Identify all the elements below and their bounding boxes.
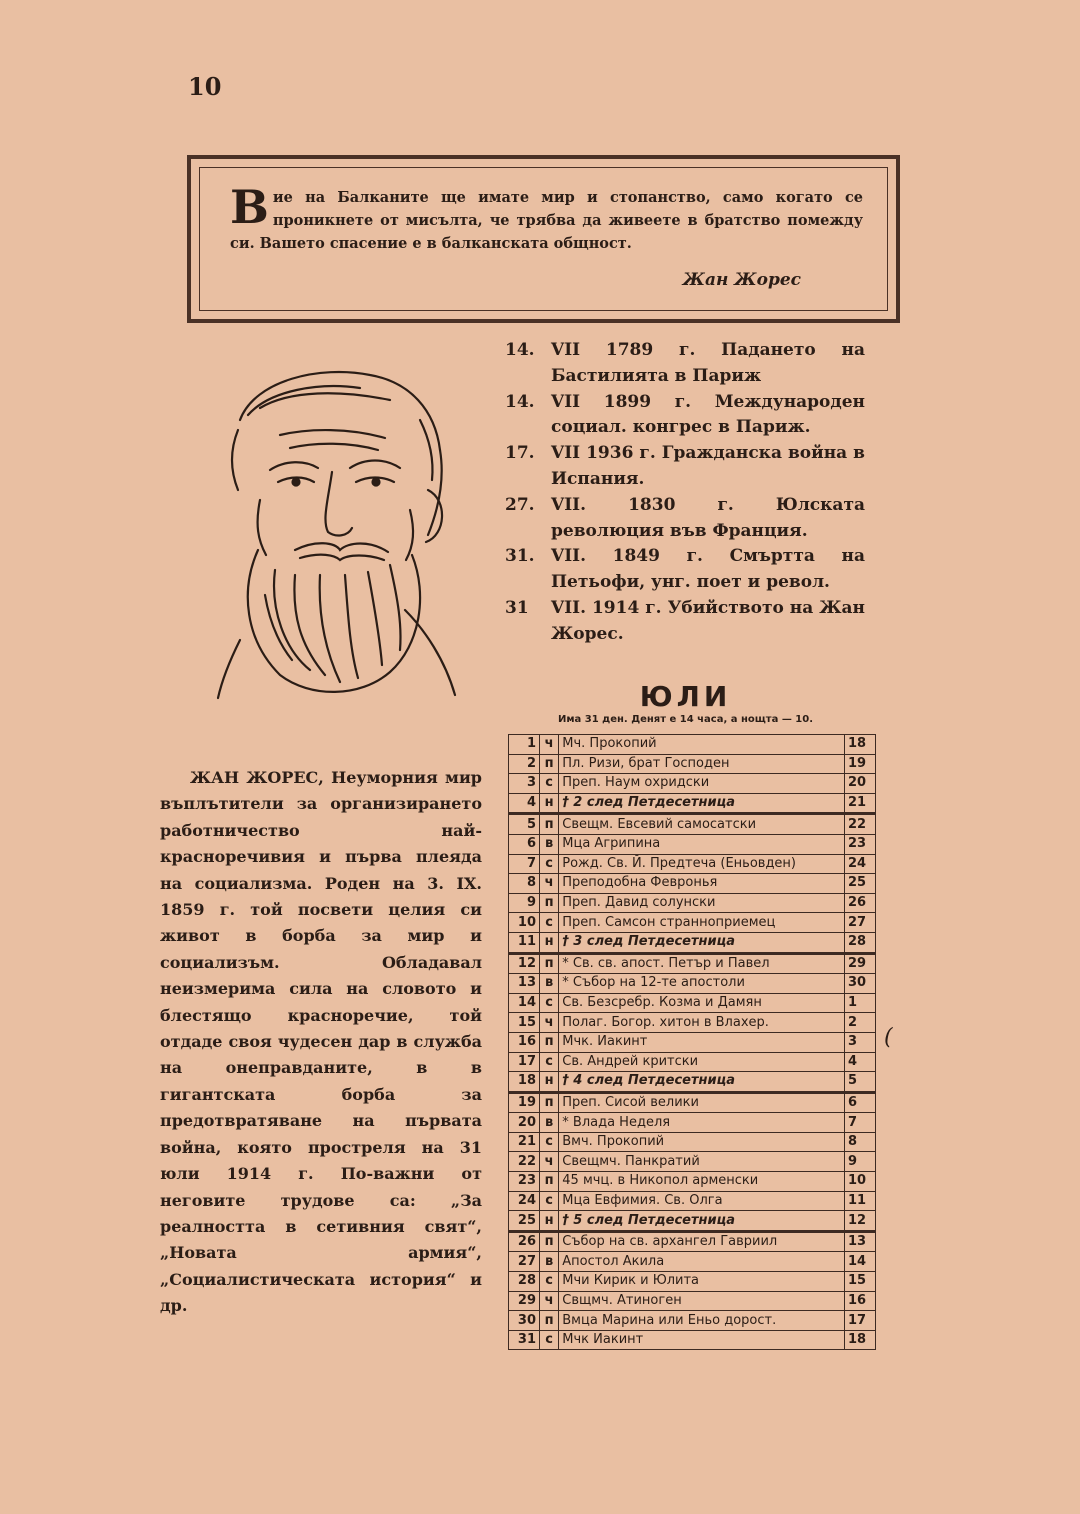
calendar-row — [509, 1311, 876, 1331]
day-number: 25 — [509, 1211, 540, 1232]
day-number: 11 — [509, 932, 540, 953]
old-style-date: 28 — [844, 932, 875, 953]
event-text: VII 1789 г. Падането на Бастилията в Париж — [551, 340, 865, 386]
old-style-date: 26 — [844, 893, 875, 913]
saint-name: † 2 след Петдесетница — [559, 793, 845, 814]
weekday: ч — [540, 874, 559, 894]
old-style-date: 12 — [844, 1211, 875, 1232]
weekday: в — [540, 974, 559, 994]
day-number: 31 — [509, 1330, 540, 1350]
calendar-row — [509, 1172, 876, 1192]
saint-name: * Събор на 12-те апостоли — [559, 974, 845, 994]
quote-body: ие на Балканите ще имате мир и стопанство, само когато се проникнете от мисълта, че трябва да живеете в братство помежду си. Вашето спасение е в балканската общност. — [230, 189, 863, 252]
weekday: ч — [540, 1291, 559, 1311]
quote-author: Жан Жорес — [682, 270, 801, 290]
day-number: 15 — [509, 1013, 540, 1033]
old-style-date: 2 — [844, 1013, 875, 1033]
calendar-row — [509, 793, 876, 814]
saint-name: * Влада Неделя — [559, 1113, 845, 1133]
saint-name: Мца Евфимия. Св. Олга — [559, 1191, 845, 1211]
day-number: 2 — [509, 754, 540, 774]
old-style-date: 29 — [844, 953, 875, 974]
calendar-row — [509, 1013, 876, 1033]
event-item — [505, 338, 865, 390]
calendar-row — [509, 834, 876, 854]
saint-name: Събор на св. архангел Гавриил — [559, 1231, 845, 1252]
weekday: п — [540, 953, 559, 974]
calendar-row — [509, 735, 876, 755]
day-number: 1 — [509, 735, 540, 755]
calendar-row — [509, 1092, 876, 1113]
event-item — [505, 544, 865, 596]
day-number: 13 — [509, 974, 540, 994]
old-style-date: 19 — [844, 754, 875, 774]
saint-name: Вмч. Прокопий — [559, 1132, 845, 1152]
calendar-row — [509, 913, 876, 933]
weekday: п — [540, 893, 559, 913]
event-text: VII 1899 г. Международен социал. конгрес в Париж. — [551, 391, 865, 438]
old-style-date: 17 — [844, 1311, 875, 1331]
calendar-row — [509, 1072, 876, 1093]
calendar-row — [509, 993, 876, 1013]
event-text: VII. 1830 г. Юлската революция във Франция. — [551, 494, 865, 541]
weekday: с — [540, 1330, 559, 1350]
saint-name: Преподобна Февронья — [559, 874, 845, 894]
old-style-date: 4 — [844, 1052, 875, 1072]
calendar-month-info: Има 31 ден. Денят е 14 часа, а нощта — 10. — [557, 714, 814, 725]
day-number: 20 — [509, 1113, 540, 1133]
event-date: 31 — [505, 597, 529, 618]
event-date: 31. — [505, 546, 535, 567]
day-number: 19 — [509, 1092, 540, 1113]
old-style-date: 9 — [844, 1152, 875, 1172]
weekday: ч — [540, 735, 559, 755]
day-number: 16 — [509, 1032, 540, 1052]
calendar-row — [509, 1191, 876, 1211]
saint-name: Вмца Марина или Еньо дорост. — [559, 1311, 845, 1331]
portrait-illustration — [200, 360, 460, 700]
saint-name: Преп. Давид солунски — [559, 893, 845, 913]
old-style-date: 27 — [844, 913, 875, 933]
weekday: с — [540, 774, 559, 794]
day-number: 26 — [509, 1231, 540, 1252]
old-style-date: 24 — [844, 854, 875, 874]
old-style-date: 13 — [844, 1231, 875, 1252]
calendar-row — [509, 1252, 876, 1272]
weekday: п — [540, 1311, 559, 1331]
saint-name: Рожд. Св. Й. Предтеча (Еньовден) — [559, 854, 845, 874]
saint-name: Мчк Иакинт — [559, 1330, 845, 1350]
saint-name: 45 мчц. в Никопол арменски — [559, 1172, 845, 1192]
saint-name: Апостол Акила — [559, 1252, 845, 1272]
weekday: п — [540, 754, 559, 774]
weekday: в — [540, 834, 559, 854]
calendar-row — [509, 1231, 876, 1252]
saint-name: Свещмч. Панкратий — [559, 1152, 845, 1172]
calendar-row — [509, 974, 876, 994]
old-style-date: 10 — [844, 1172, 875, 1192]
saint-name: Преп. Самсон странноприемец — [559, 913, 845, 933]
calendar-row — [509, 953, 876, 974]
saint-name: Пл. Ризи, брат Господен — [559, 754, 845, 774]
old-style-date: 22 — [844, 814, 875, 835]
old-style-date: 3 — [844, 1032, 875, 1052]
calendar-row — [509, 1291, 876, 1311]
quote-text — [230, 180, 863, 255]
quote-box — [187, 155, 900, 323]
day-number: 7 — [509, 854, 540, 874]
calendar-row — [509, 874, 876, 894]
calendar-row — [509, 814, 876, 835]
calendar-month-title: ЮЛИ — [639, 680, 732, 713]
day-number: 12 — [509, 953, 540, 974]
day-number: 5 — [509, 814, 540, 835]
day-number: 6 — [509, 834, 540, 854]
event-item — [505, 493, 865, 545]
weekday: п — [540, 1231, 559, 1252]
quote-dropcap: В — [230, 180, 269, 234]
day-number: 22 — [509, 1152, 540, 1172]
old-style-date: 16 — [844, 1291, 875, 1311]
saint-name: Свщмч. Атиноген — [559, 1291, 845, 1311]
weekday: п — [540, 814, 559, 835]
old-style-date: 5 — [844, 1072, 875, 1093]
calendar-row — [509, 1132, 876, 1152]
weekday: с — [540, 913, 559, 933]
saint-name: Мчи Кирик и Юлита — [559, 1272, 845, 1292]
day-number: 8 — [509, 874, 540, 894]
weekday: п — [540, 1032, 559, 1052]
weekday: н — [540, 1072, 559, 1093]
weekday: в — [540, 1113, 559, 1133]
day-number: 4 — [509, 793, 540, 814]
weekday: с — [540, 1132, 559, 1152]
old-style-date: 30 — [844, 974, 875, 994]
day-number: 3 — [509, 774, 540, 794]
event-item — [505, 596, 865, 648]
calendar-row — [509, 932, 876, 953]
day-number: 24 — [509, 1191, 540, 1211]
old-style-date: 14 — [844, 1252, 875, 1272]
old-style-date: 23 — [844, 834, 875, 854]
weekday: н — [540, 1211, 559, 1232]
weekday: с — [540, 1272, 559, 1292]
event-item — [505, 390, 865, 442]
old-style-date: 21 — [844, 793, 875, 814]
bio-text: ЖАН ЖОРЕС, Неуморния мир въплътители за организирането работничество най-красноречивия и първа плеяда на социализма. Роден на 3. IX. 1859 г. той посвети целия си живот в борба за мир и социализъм. Обладавал неизмерима сила на словото и блестящо красноречие, той отдаде своя чудесен дар в служба на онеправданите, в в гигантската борба за предотвратяване на първата война, която простреля на 31 юли 1914 г. По-важни от неговите трудове са: „За реалността в сетивния свят“, „Новата армия“, „Социалистическата история“ и др. — [160, 768, 482, 1316]
day-number: 17 — [509, 1052, 540, 1072]
saint-name: Преп. Сисой велики — [559, 1092, 845, 1113]
old-style-date: 7 — [844, 1113, 875, 1133]
saint-name: Свещм. Евсевий самосатски — [559, 814, 845, 835]
event-text: VII. 1914 г. Убийството на Жан Жорес. — [551, 597, 865, 644]
weekday: в — [540, 1252, 559, 1272]
event-date: 27. — [505, 494, 535, 515]
event-date: 17. — [505, 443, 535, 464]
saint-name: Преп. Наум охридски — [559, 774, 845, 794]
old-style-date: 20 — [844, 774, 875, 794]
calendar-row — [509, 1052, 876, 1072]
event-date: 14. — [505, 391, 535, 412]
weekday: п — [540, 1172, 559, 1192]
saint-name: * Св. св. апост. Петър и Павел — [559, 953, 845, 974]
weekday: ч — [540, 1013, 559, 1033]
weekday: с — [540, 1191, 559, 1211]
calendar-table — [508, 734, 876, 1350]
old-style-date: 25 — [844, 874, 875, 894]
day-number: 21 — [509, 1132, 540, 1152]
saint-name: Св. Андрей критски — [559, 1052, 845, 1072]
saint-name: Мца Агрипина — [559, 834, 845, 854]
old-style-date: 6 — [844, 1092, 875, 1113]
old-style-date: 18 — [844, 1330, 875, 1350]
saint-name: Св. Безсребр. Козма и Дамян — [559, 993, 845, 1013]
calendar-row — [509, 1152, 876, 1172]
quote-inner-frame — [199, 167, 888, 311]
weekday: п — [540, 1092, 559, 1113]
calendar-row — [509, 1330, 876, 1350]
old-style-date: 8 — [844, 1132, 875, 1152]
calendar-row — [509, 854, 876, 874]
day-number: 10 — [509, 913, 540, 933]
saint-name: Полаг. Богор. хитон в Влахер. — [559, 1013, 845, 1033]
margin-mark: ( — [884, 1025, 893, 1050]
weekday: н — [540, 793, 559, 814]
calendar-row — [509, 893, 876, 913]
event-item — [505, 441, 865, 493]
event-date: 14. — [505, 340, 535, 360]
saint-name: Мч. Прокопий — [559, 735, 845, 755]
events-list — [505, 338, 865, 648]
calendar-row — [509, 1032, 876, 1052]
saint-name: † 5 след Петдесетница — [559, 1211, 845, 1232]
event-text: VII 1936 г. Гражданска война в Испания. — [551, 443, 865, 489]
weekday: с — [540, 1052, 559, 1072]
day-number: 9 — [509, 893, 540, 913]
day-number: 23 — [509, 1172, 540, 1192]
day-number: 28 — [509, 1272, 540, 1292]
day-number: 14 — [509, 993, 540, 1013]
calendar-row — [509, 1272, 876, 1292]
weekday: ч — [540, 1152, 559, 1172]
calendar-row — [509, 754, 876, 774]
calendar-row — [509, 1211, 876, 1232]
day-number: 29 — [509, 1291, 540, 1311]
old-style-date: 1 — [844, 993, 875, 1013]
event-text: VII. 1849 г. Смъртта на Петьофи, унг. поет и револ. — [551, 546, 865, 593]
weekday: с — [540, 854, 559, 874]
old-style-date: 18 — [844, 735, 875, 755]
calendar-row — [509, 774, 876, 794]
saint-name: † 4 след Петдесетница — [559, 1072, 845, 1093]
day-number: 27 — [509, 1252, 540, 1272]
weekday: н — [540, 932, 559, 953]
calendar-row — [509, 1113, 876, 1133]
saint-name: Мчк. Иакинт — [559, 1032, 845, 1052]
day-number: 30 — [509, 1311, 540, 1331]
old-style-date: 15 — [844, 1272, 875, 1292]
page-number: 10 — [188, 72, 222, 101]
day-number: 18 — [509, 1072, 540, 1093]
saint-name: † 3 след Петдесетница — [559, 932, 845, 953]
weekday: с — [540, 993, 559, 1013]
old-style-date: 11 — [844, 1191, 875, 1211]
